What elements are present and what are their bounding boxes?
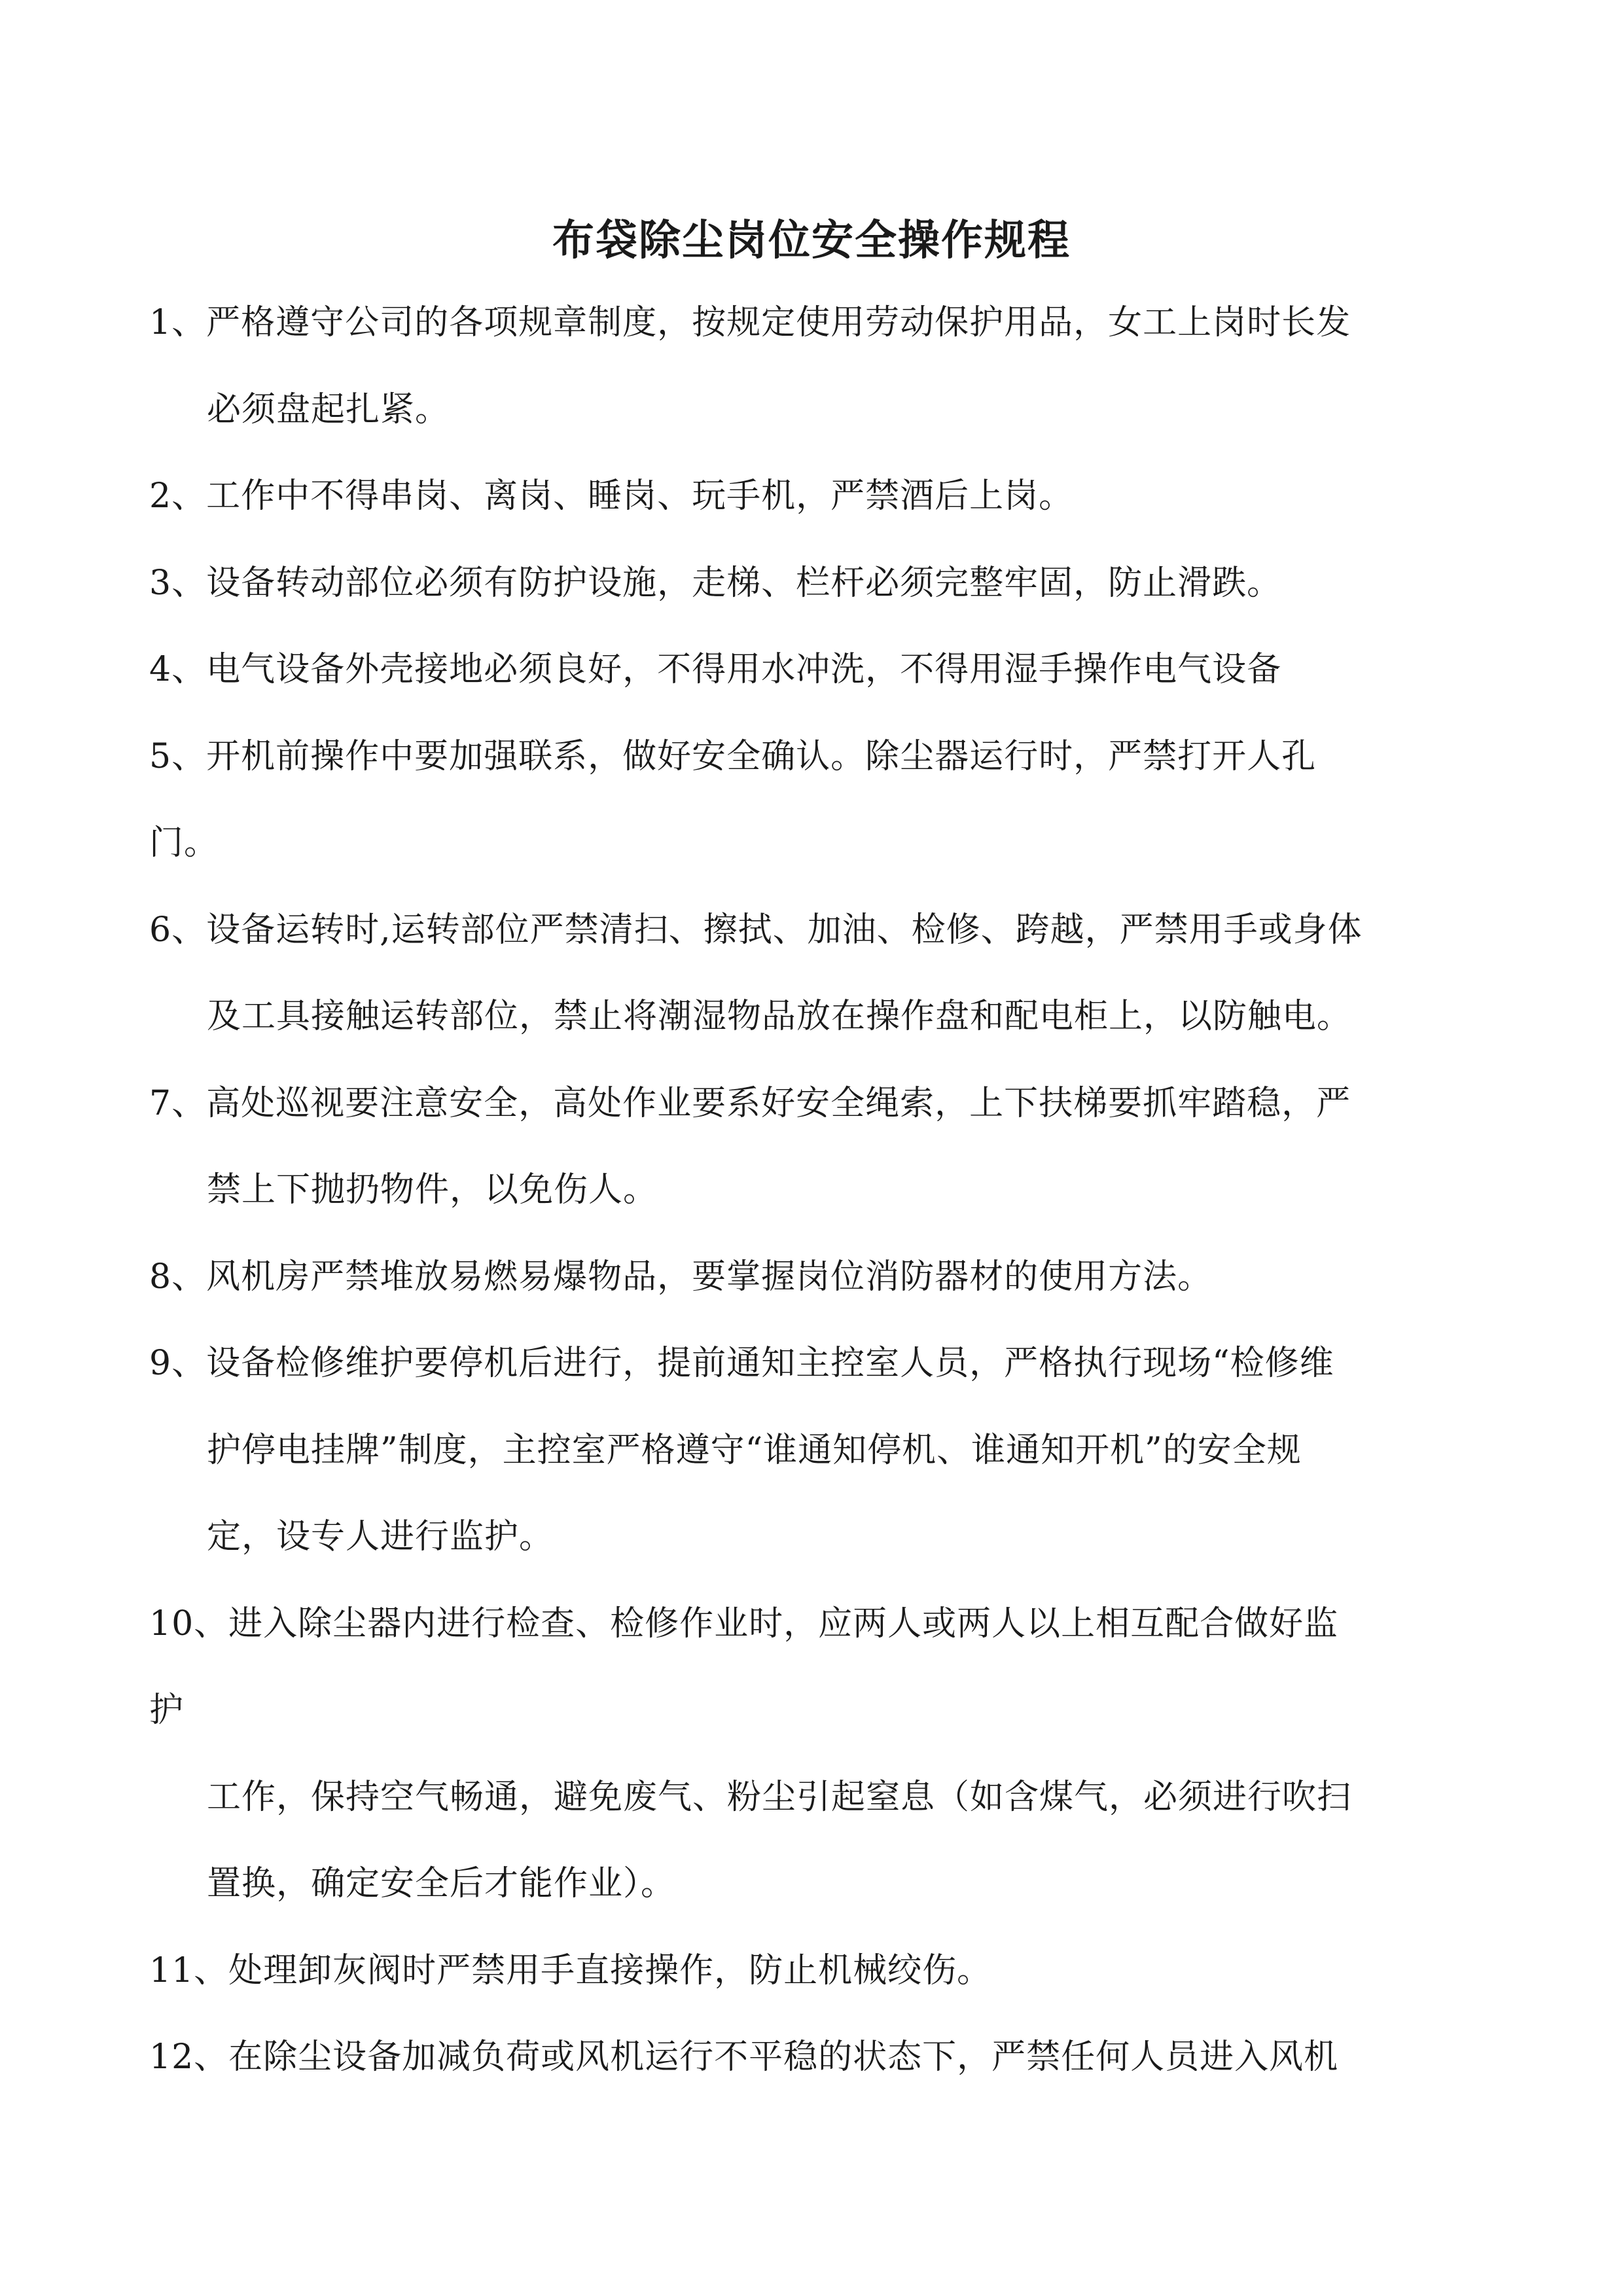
rule-7-line-2: 禁上下抛扔物件，以免伤人。 (207, 1170, 658, 1210)
rule-1-line-1: 1、严格遵守公司的各项规章制度，按规定使用劳动保护用品，女工上岗时长发 (149, 303, 1351, 342)
rule-5-line-1: 5、开机前操作中要加强联系，做好安全确认。除尘器运行时，严禁打开人孔 (149, 737, 1317, 776)
rule-3-line-1: 3、设备转动部位必须有防护设施，走梯、栏杆必须完整牢固，防止滑跌。 (149, 564, 1282, 603)
rule-8-line-1: 8、风机房严禁堆放易燃易爆物品，要掌握岗位消防器材的使用方法。 (149, 1257, 1213, 1297)
rule-9-line-3: 定，设专人进行监护。 (207, 1517, 554, 1556)
rule-12-line-1: 12、在除尘设备加减负荷或风机运行不平稳的状态下，严禁任何人员进入风机 (149, 2037, 1339, 2077)
rule-4-line-1: 4、电气设备外壳接地必须良好，不得用水冲洗，不得用湿手操作电气设备 (149, 650, 1282, 689)
rule-7-line-1: 7、高处巡视要注意安全，高处作业要系好安全绳索，上下扶梯要抓牢踏稳，严 (149, 1084, 1351, 1123)
rule-10-line-4: 置换，确定安全后才能作业）。 (207, 1864, 676, 1903)
rule-10-line-3: 工作，保持空气畅通，避免废气、粉尘引起窒息（如含煤气，必须进行吹扫 (207, 1778, 1352, 1817)
rule-5-line-2: 门。 (149, 823, 219, 863)
rule-6-line-1: 6、设备运转时,运转部位严禁清扫、擦拭、加油、检修、跨越，严禁用手或身体 (149, 910, 1363, 950)
rule-11-line-1: 11、处理卸灰阀时严禁用手直接操作，防止机械绞伤。 (149, 1951, 992, 1990)
rule-9-line-1: 9、设备检修维护要停机后进行，提前通知主控室人员，严格执行现场“检修维 (149, 1344, 1334, 1383)
rule-9-line-2: 护停电挂牌”制度，主控室严格遵守“谁通知停机、谁通知开机”的安全规 (207, 1431, 1302, 1470)
rule-10-line-1: 10、进入除尘器内进行检查、检修作业时，应两人或两人以上相互配合做好监 (149, 1604, 1339, 1643)
rule-2-line-1: 2、工作中不得串岗、离岗、睡岗、玩手机，严禁酒后上岗。 (149, 476, 1074, 516)
rule-6-line-2: 及工具接触运转部位，禁止将潮湿物品放在操作盘和配电柜上，以防触电。 (207, 997, 1352, 1036)
rule-1-line-2: 必须盘起扎紧。 (207, 390, 450, 429)
rule-10-line-2: 护 (149, 1691, 185, 1730)
document-title: 布袋除尘岗位安全操作规程 (552, 216, 1071, 265)
